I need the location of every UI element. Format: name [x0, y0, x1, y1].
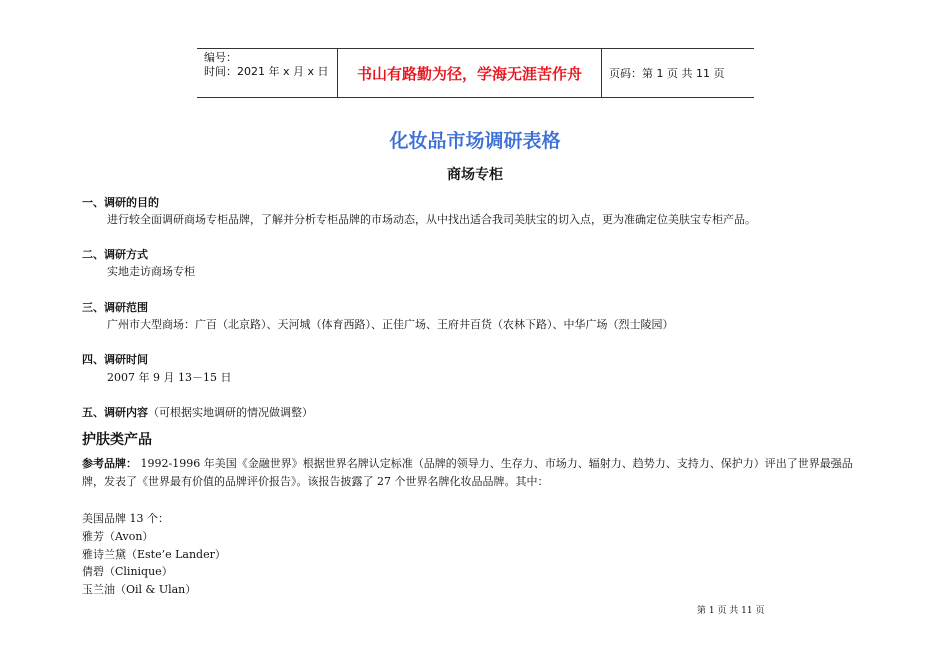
time-label: 时间：2021 年 x 月 x 日	[204, 65, 329, 78]
page-title: 化妆品市场调研表格	[389, 130, 561, 152]
brand-list-item: 玉兰油（Oil & Ulan）	[82, 583, 197, 596]
reference-label: 参考品牌：	[82, 457, 137, 470]
section-body-scope: 广州市大型商场：广百（北京路）、天河城（体育西路）、正佳广场、王府井百货（农林下路）、中华广场（烈士陵园）	[107, 318, 674, 331]
section-body-purpose: 进行较全面调研商场专柜品牌，了解并分析专柜品牌的市场动态，从中找出适合我司美肤宝的切入点，更为准确定位美肤宝专柜产品。	[107, 213, 756, 226]
category-heading: 护肤类产品	[82, 432, 152, 448]
page-code: 页码：第 1 页 共 11 页	[609, 67, 725, 80]
section-heading-scope: 三、调研范围	[82, 301, 148, 314]
page-footer: 第 1 页 共 11 页	[697, 606, 765, 616]
section-heading-content-note: （可根据实地调研的情况做调整）	[148, 406, 313, 419]
section-body-time: 2007 年 9 月 13－15 日	[107, 371, 232, 384]
reference-text: 1992-1996 年美国《金融世界》根据世界名牌认定标准（品牌的领导力、生存力、市场力、辐射力、趋势力、支持力、保护力）评出了世界最强品牌，发表了《世界最有价值的品牌评价报告》。该报告披露了 27 个世界名牌化妆品品牌。其中：	[82, 457, 853, 488]
document-header	[197, 48, 754, 98]
number-label: 编号：	[204, 51, 237, 64]
section-body-method: 实地走访商场专柜	[107, 265, 195, 278]
brand-list-item: 雅芳（Avon）	[82, 530, 154, 543]
motto-text: 书山有路勤为径，学海无涯苦作舟	[356, 64, 582, 83]
section-heading-time: 四、调研时间	[82, 353, 148, 366]
page-subtitle: 商场专柜	[447, 167, 503, 183]
us-brands-intro: 美国品牌 13 个：	[82, 512, 169, 525]
section-heading-purpose: 一、调研的目的	[82, 196, 159, 209]
header-info-cell	[197, 49, 338, 97]
brand-list-item: 倩碧（Clinique）	[82, 565, 173, 578]
brand-list-item: 雅诗兰黛（Este’e Lander）	[82, 548, 226, 561]
section-heading-content	[82, 404, 313, 420]
header-motto-cell	[338, 49, 602, 97]
header-page-cell	[602, 49, 754, 97]
reference-paragraph	[82, 455, 874, 491]
section-heading-content-label: 五、调研内容	[82, 406, 148, 419]
section-heading-method: 二、调研方式	[82, 248, 148, 261]
